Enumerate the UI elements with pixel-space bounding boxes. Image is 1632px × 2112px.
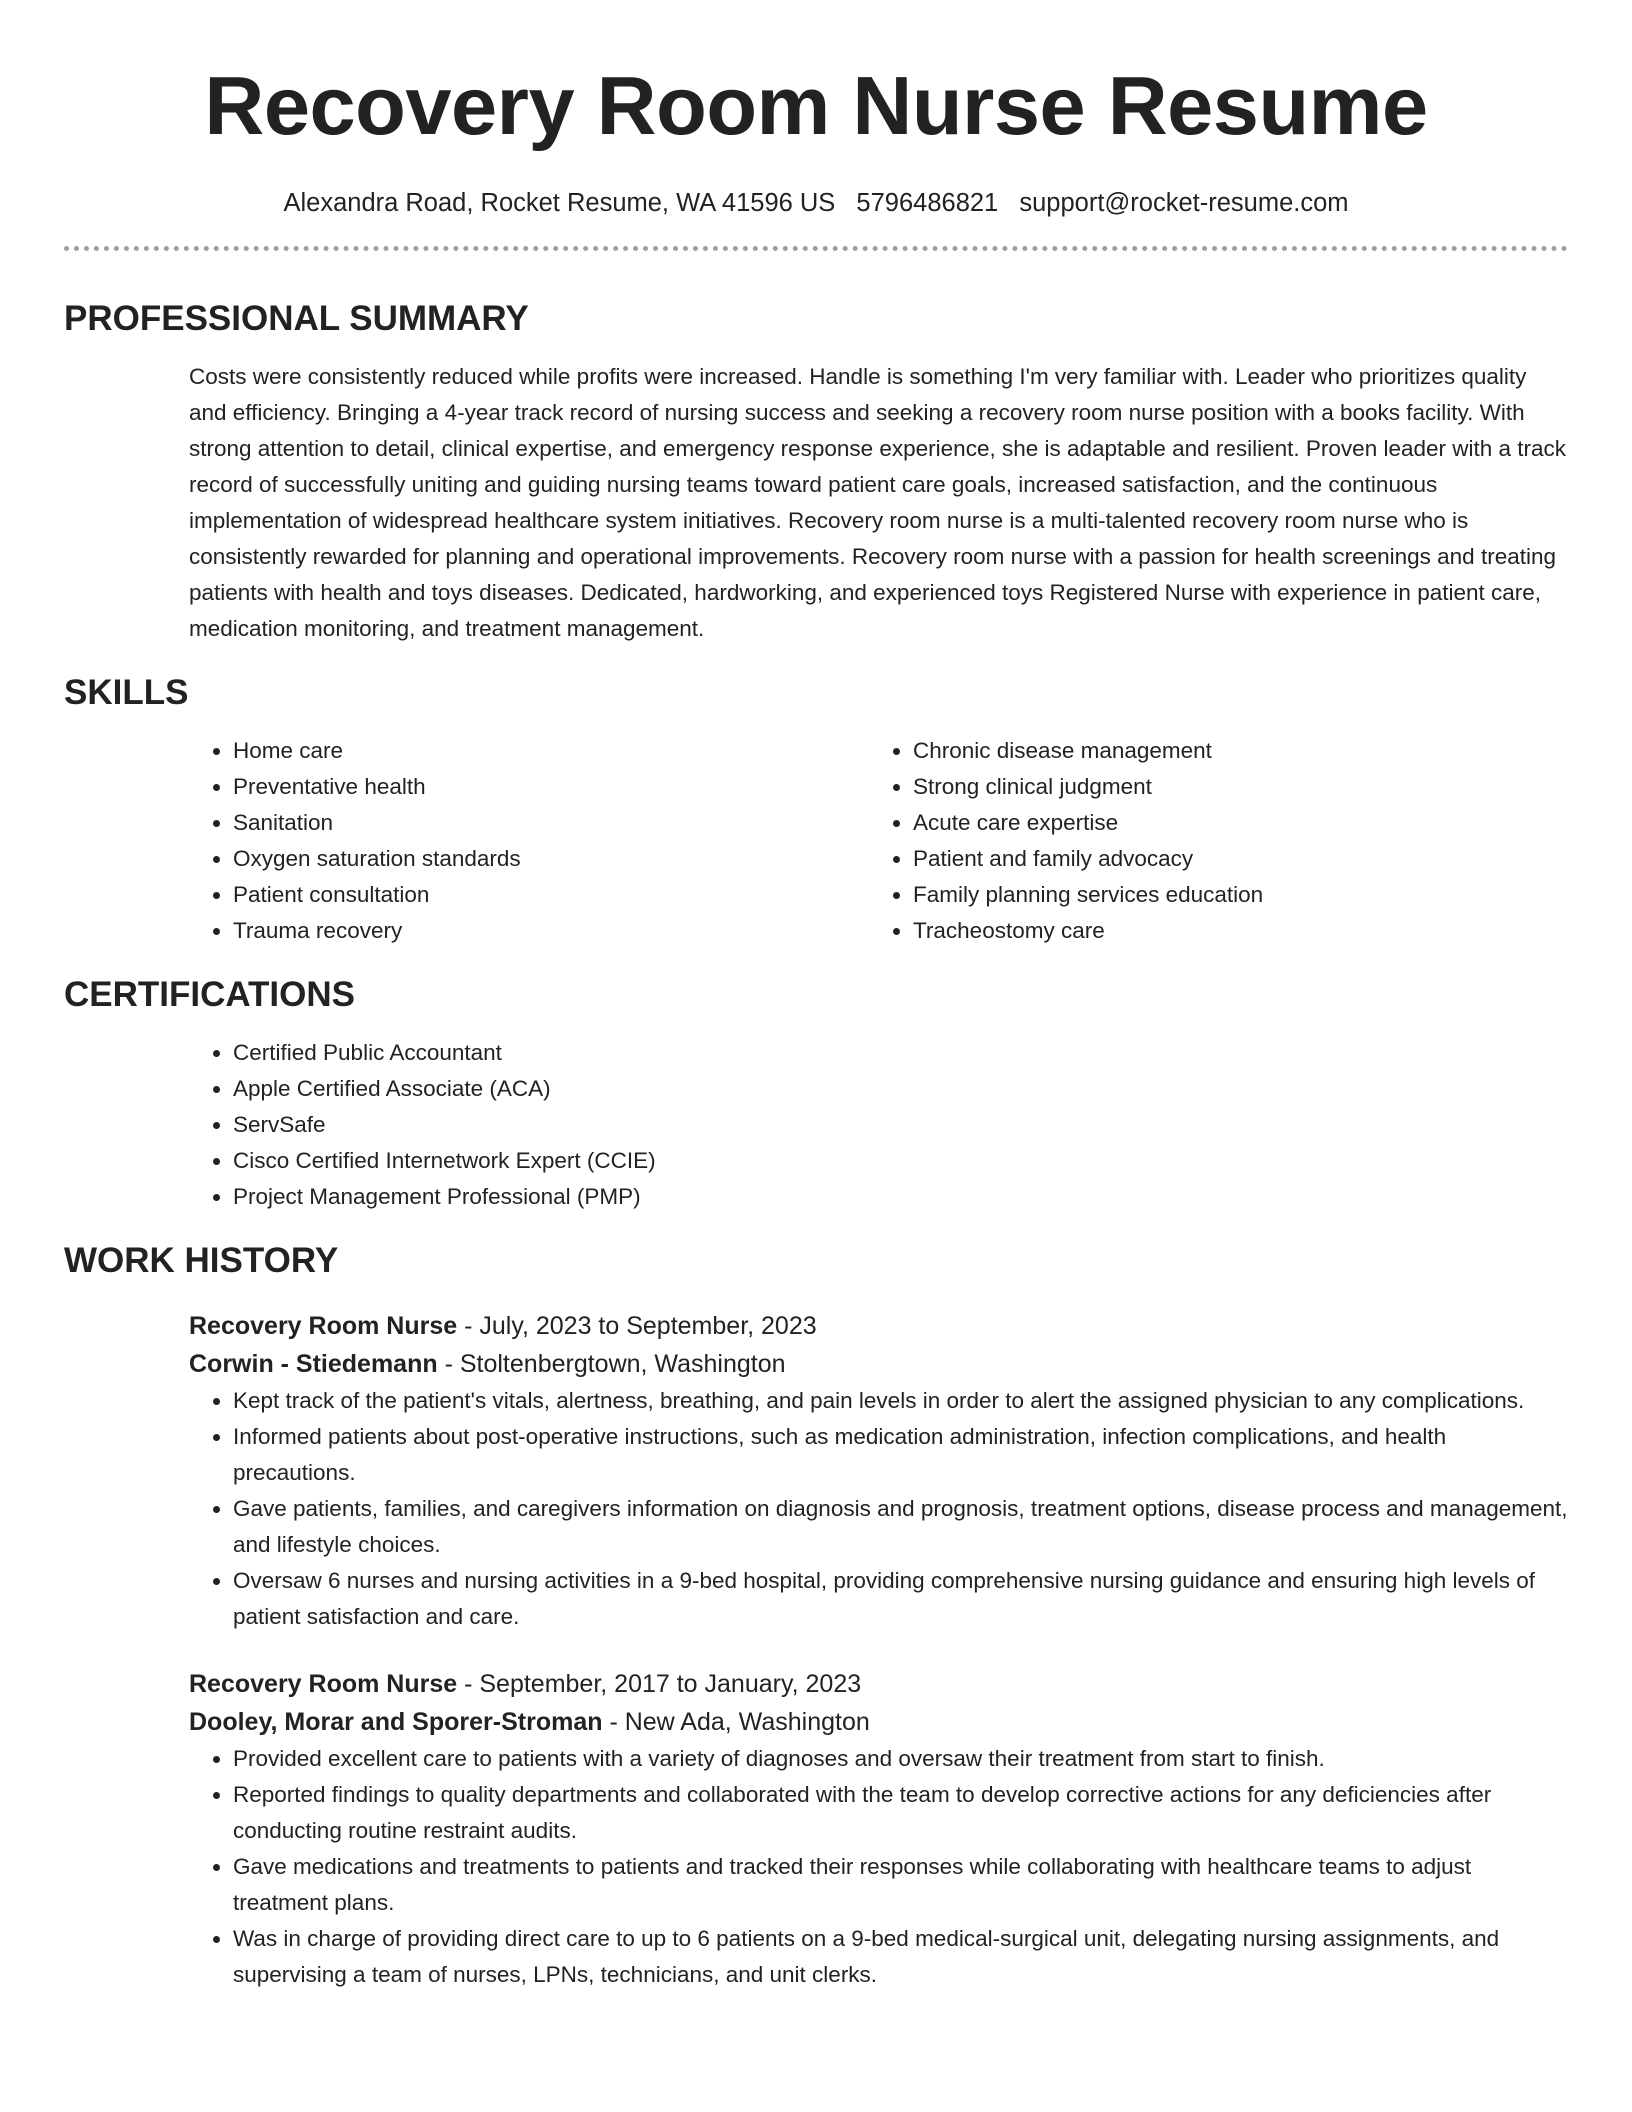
- skill-item: • Family planning services education: [913, 877, 1549, 913]
- job-duty-item: • Informed patients about post-operative instructions, such as medication administration, infection complications, and health precautions.: [233, 1419, 1568, 1491]
- job-duty-item: • Provided excellent care to patients with a variety of diagnoses and oversaw their treatment from start to finish.: [233, 1741, 1568, 1777]
- resume-title: Recovery Room Nurse Resume: [204, 59, 1428, 152]
- job-entry: [189, 1307, 1568, 1635]
- job-duties-list: [189, 1741, 1568, 1993]
- job-company: Corwin - Stiedemann: [189, 1350, 438, 1378]
- skill-item: • Oxygen saturation standards: [233, 841, 869, 877]
- job-location: - Stoltenbergtown, Washington: [437, 1350, 786, 1378]
- skills-grid: [189, 733, 1568, 949]
- certification-item: • Cisco Certified Internetwork Expert (CCIE): [233, 1143, 1568, 1179]
- job-title: Recovery Room Nurse: [189, 1670, 458, 1698]
- job-title: Recovery Room Nurse: [189, 1312, 458, 1340]
- contact-phone: 5796486821: [856, 189, 999, 217]
- skill-item: • Tracheostomy care: [913, 913, 1549, 949]
- job-duty-item: • Gave patients, families, and caregivers information on diagnosis and prognosis, treatment options, disease process and management, and lifestyle choices.: [233, 1491, 1568, 1563]
- summary-heading: PROFESSIONAL SUMMARY: [64, 299, 529, 338]
- contact-line: [64, 186, 1568, 220]
- skill-item: • Patient consultation: [233, 877, 869, 913]
- job-location: - New Ada, Washington: [602, 1708, 870, 1736]
- job-duties-list: [189, 1383, 1568, 1635]
- job-title-line: [189, 1665, 1568, 1703]
- skill-item: • Trauma recovery: [233, 913, 869, 949]
- contact-address: Alexandra Road, Rocket Resume, WA 41596 US: [283, 189, 836, 217]
- skill-item: • Home care: [233, 733, 869, 769]
- skill-item: • Preventative health: [233, 769, 869, 805]
- job-title-line: [189, 1307, 1568, 1345]
- job-duty-item: • Reported findings to quality departments and collaborated with the team to develop corrective actions for any deficiencies after conducting routine restraint audits.: [233, 1777, 1568, 1849]
- job-dates: - September, 2017 to January, 2023: [457, 1670, 862, 1698]
- skills-list-right: [869, 733, 1549, 949]
- certifications-list-wrap: [189, 1035, 1568, 1215]
- job-duty-item: • Was in charge of providing direct care to up to 6 patients on a 9-bed medical-surgical unit, delegating nursing assignments, and supervising a team of nurses, LPNs, technicians, and unit clerks.: [233, 1921, 1568, 1993]
- skills-heading: SKILLS: [64, 673, 189, 712]
- job-duty-item: • Kept track of the patient's vitals, alertness, breathing, and pain levels in order to alert the assigned physician to any complications.: [233, 1383, 1568, 1419]
- job-company: Dooley, Morar and Sporer-Stroman: [189, 1708, 603, 1736]
- skill-item: • Sanitation: [233, 805, 869, 841]
- certifications-list: [189, 1035, 1568, 1215]
- certification-item: • Certified Public Accountant: [233, 1035, 1568, 1071]
- certification-item: • ServSafe: [233, 1107, 1568, 1143]
- certification-item: • Apple Certified Associate (ACA): [233, 1071, 1568, 1107]
- skill-item: • Strong clinical judgment: [913, 769, 1549, 805]
- job-company-line: [189, 1345, 1568, 1383]
- skills-list-left: [189, 733, 869, 949]
- certification-item: • Project Management Professional (PMP): [233, 1179, 1568, 1215]
- job-company-line: [189, 1703, 1568, 1741]
- job-duty-item: • Gave medications and treatments to patients and tracked their responses while collaborating with healthcare teams to adjust treatment plans.: [233, 1849, 1568, 1921]
- job-entry: [189, 1665, 1568, 1993]
- work-history-heading: WORK HISTORY: [64, 1241, 339, 1280]
- certifications-heading: CERTIFICATIONS: [64, 975, 356, 1014]
- skills-column-right: [869, 733, 1549, 949]
- contact-email: support@rocket-resume.com: [1019, 189, 1349, 217]
- skill-item: • Patient and family advocacy: [913, 841, 1549, 877]
- job-dates: - July, 2023 to September, 2023: [457, 1312, 817, 1340]
- header-divider: [64, 246, 1568, 251]
- summary-text: Costs were consistently reduced while profits were increased. Handle is something I'm very familiar with. Leader who prioritizes quality and efficiency. Bringing a 4-year track record of nursing success and seeking a recovery room nurse position with a books facility. With strong attention to detail, clinical expertise, and emergency response experience, she is adaptable and resilient. Proven leader with a track record of successfully uniting and guiding nursing teams toward patient care goals, increased satisfaction, and the continuous implementation of widespread healthcare system initiatives. Recovery room nurse is a multi-talented recovery room nurse who is consistently rewarded for planning and operational improvements. Recovery room nurse with a passion for health screenings and treating patients with health and toys diseases. Dedicated, hardworking, and experienced toys Registered Nurse with experience in patient care, medication monitoring, and treatment management.: [189, 364, 1567, 641]
- skill-item: • Chronic disease management: [913, 733, 1549, 769]
- skills-column-left: [189, 733, 869, 949]
- skill-item: • Acute care expertise: [913, 805, 1549, 841]
- job-duty-item: • Oversaw 6 nurses and nursing activities in a 9-bed hospital, providing comprehensive nursing guidance and ensuring high levels of patient satisfaction and care.: [233, 1563, 1568, 1635]
